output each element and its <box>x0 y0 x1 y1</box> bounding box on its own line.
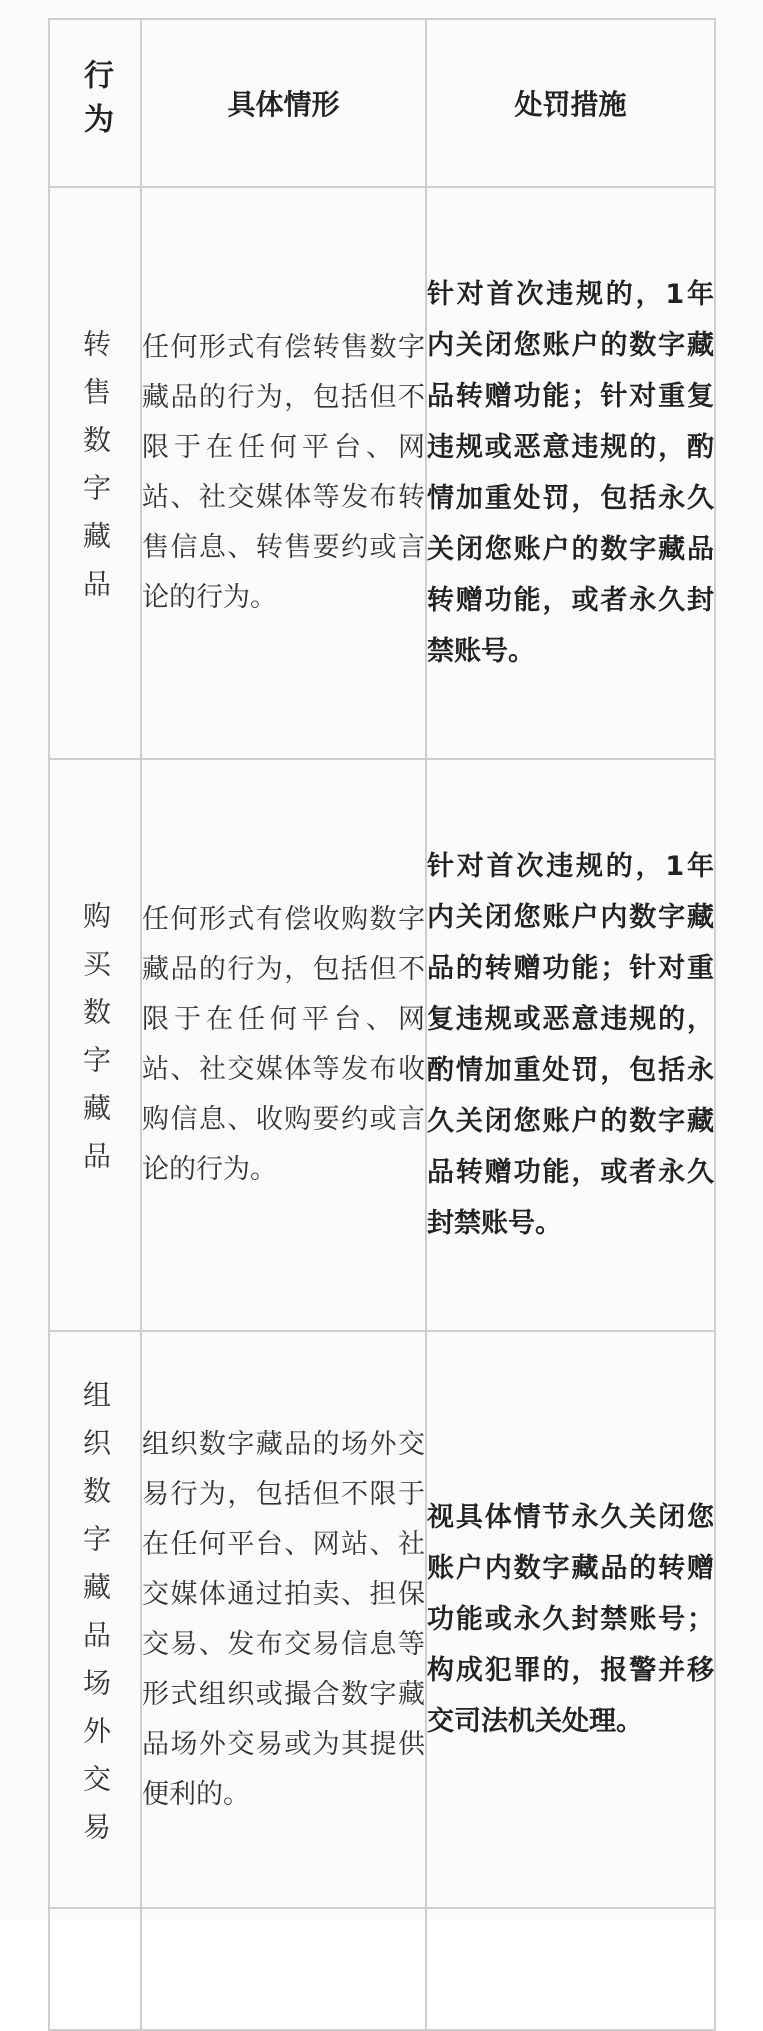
penalty-rules-table <box>48 18 716 2031</box>
table-row <box>49 187 715 759</box>
behavior-label: 组织数字藏品场外交易 <box>79 1379 112 1860</box>
header-behavior-label: 行为 <box>78 59 113 147</box>
table-row <box>49 1908 715 2030</box>
penalty-cell: 视具体情节永久关闭您账户内数字藏品的转赠功能或永久封禁账号；构成犯罪的，报警并移交司法机关处理。 <box>426 1331 715 1908</box>
header-penalty-label: 处罚措施 <box>426 19 715 187</box>
penalty-cell: 针对首次违规的，1年内关闭您账户内数字藏品的转赠功能；针对重复违规或恶意违规的，酌情加重处罚，包括永久关闭您账户的数字藏品转赠功能，或者永久封禁账号。 <box>426 759 715 1331</box>
behavior-cell <box>49 759 141 1331</box>
behavior-cell <box>49 187 141 759</box>
situation-cell: 组织数字藏品的场外交易行为，包括但不限于在任何平台、网站、社交媒体通过拍卖、担保交易、发布交易信息等形式组织或撮合数字藏品场外交易或为其提供便利的。 <box>141 1331 426 1908</box>
table-header-row <box>49 19 715 187</box>
header-behavior-cell <box>49 19 141 187</box>
header-situation-label: 具体情形 <box>141 19 426 187</box>
table-row <box>49 1331 715 1908</box>
situation-cell: 任何形式有偿收购数字藏品的行为，包括但不限于在任何平台、网站、社交媒体等发布收购信息、收购要约或言论的行为。 <box>141 759 426 1331</box>
situation-cell <box>141 1908 426 2030</box>
penalty-cell: 针对首次违规的，1年内关闭您账户的数字藏品转赠功能；针对重复违规或恶意违规的，酌情加重处罚，包括永久关闭您账户的数字藏品转赠功能，或者永久封禁账号。 <box>426 187 715 759</box>
behavior-cell <box>49 1331 141 1908</box>
table-row <box>49 759 715 1331</box>
behavior-cell <box>49 1908 141 2030</box>
behavior-label: 转售数字藏品 <box>79 329 112 617</box>
penalty-cell <box>426 1908 715 2030</box>
behavior-label: 购买数字藏品 <box>79 901 112 1189</box>
situation-cell: 任何形式有偿转售数字藏品的行为，包括但不限于在任何平台、网站、社交媒体等发布转售信息、转售要约或言论的行为。 <box>141 187 426 759</box>
